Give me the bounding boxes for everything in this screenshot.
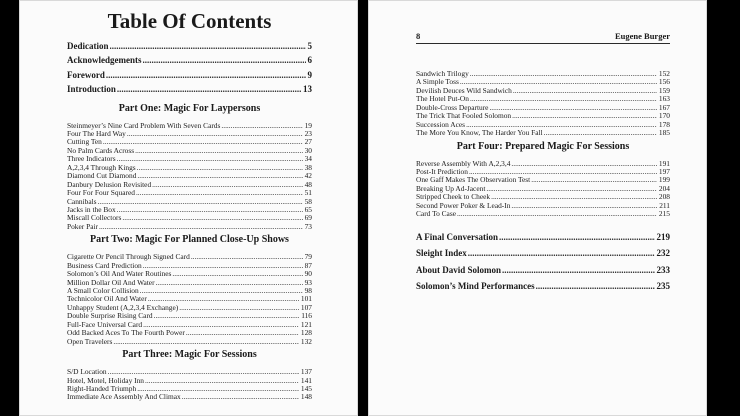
dot-leader xyxy=(127,130,303,137)
part-entries-list xyxy=(67,253,312,346)
toc-entry-label: The Hotel Put-On xyxy=(416,94,469,104)
toc-entry-page: 132 xyxy=(300,336,312,346)
toc-entry-label: Jacks in the Box xyxy=(67,204,116,214)
toc-entry-page: 90 xyxy=(304,269,312,279)
toc-entry-page: 93 xyxy=(304,277,312,287)
toc-entry-page: 219 xyxy=(656,231,670,242)
background-left-band xyxy=(0,0,19,416)
front-matter-list xyxy=(67,42,312,100)
dot-leader xyxy=(536,282,655,291)
dot-leader xyxy=(513,87,657,94)
toc-entry-label: Immediate Ace Assembly And Climax xyxy=(67,392,181,402)
toc-entry-page: 69 xyxy=(304,213,312,223)
toc-entry-page: 170 xyxy=(658,111,670,121)
dot-leader xyxy=(182,393,299,400)
toc-entry-page: 178 xyxy=(658,119,670,129)
toc-entry-page: 199 xyxy=(658,175,670,185)
toc-entry-page: 9 xyxy=(307,69,312,80)
dot-leader xyxy=(135,147,302,154)
toc-entry-label: Breaking Up Ad-Jacent xyxy=(416,183,486,193)
toc-entry-label: Million Dollar Oil And Water xyxy=(67,277,155,287)
toc-entry-label: Stripped Cheek to Cheek xyxy=(416,192,491,202)
page-gutter xyxy=(358,0,368,416)
toc-entry-label: Post-It Prediction xyxy=(416,166,468,176)
dot-leader xyxy=(137,172,302,179)
dot-leader xyxy=(221,122,302,129)
toc-entry-page: 141 xyxy=(300,375,312,385)
dot-leader xyxy=(544,129,657,136)
dot-leader xyxy=(186,329,299,336)
toc-entry xyxy=(416,282,670,299)
toc-entry-label: Solomon’s Mind Performances xyxy=(416,281,535,292)
toc-entry-label: A Final Conversation xyxy=(416,231,499,242)
dot-leader xyxy=(469,168,657,175)
toc-entry-label: About David Solomon xyxy=(416,264,502,275)
dot-leader xyxy=(511,160,657,167)
toc-entry-page: 121 xyxy=(300,319,312,329)
toc-entry-page: 34 xyxy=(304,154,312,164)
page-title: Table Of Contents xyxy=(107,9,272,33)
toc-entry-page: 65 xyxy=(304,204,312,214)
toc-entry-label: No Palm Cards Across xyxy=(67,145,135,155)
toc-entry-page: 38 xyxy=(304,162,312,172)
toc-entry xyxy=(67,189,312,197)
toc-entry-page: 191 xyxy=(658,158,670,168)
toc-entry-page: 137 xyxy=(300,367,312,377)
toc-entry-page: 197 xyxy=(658,166,670,176)
toc-entry-page: 185 xyxy=(658,128,670,138)
running-title: Eugene Burger xyxy=(614,31,670,41)
toc-entry xyxy=(416,249,670,266)
dot-leader xyxy=(491,193,657,200)
toc-entry-label: Hotel, Motel, Holiday Inn xyxy=(67,375,144,385)
toc-entry-page: 235 xyxy=(656,281,670,292)
toc-entry xyxy=(416,129,670,137)
dot-leader xyxy=(511,202,657,209)
running-header xyxy=(416,31,670,44)
toc-entry-page: 215 xyxy=(658,209,670,219)
toc-entry-label: Business Card Prediction xyxy=(67,260,142,270)
toc-entry-label: A Simple Toss xyxy=(416,77,459,87)
toc-entry-page: 211 xyxy=(659,200,670,210)
dot-leader xyxy=(531,176,657,183)
toc-entry-label: Full-Face Universal Card xyxy=(67,319,143,329)
toc-entry xyxy=(416,266,670,283)
dot-leader xyxy=(468,249,655,258)
toc-entry-page: 208 xyxy=(658,192,670,202)
toc-entry-label: Technicolor Oil And Water xyxy=(67,294,147,304)
toc-entry xyxy=(67,85,312,99)
toc-entry-page: 163 xyxy=(658,94,670,104)
toc-entry-label: Four The Hard Way xyxy=(67,129,126,138)
toc-entry-page: 13 xyxy=(303,84,312,95)
dot-leader xyxy=(486,185,657,192)
dot-leader xyxy=(460,78,657,85)
dot-leader xyxy=(172,270,302,277)
toc-entry-page: 204 xyxy=(658,183,670,193)
toc-entry-label: Four For Four Squared xyxy=(67,188,135,198)
toc-entry-page: 79 xyxy=(304,252,312,262)
toc-entry-label: Reverse Assembly With A,2,3,4 xyxy=(416,158,511,168)
toc-entry-page: 87 xyxy=(304,260,312,270)
toc-entry xyxy=(67,214,312,222)
part-entries-list xyxy=(67,122,312,232)
toc-entry-label: Devilish Deuces Wild Sandwich xyxy=(416,85,512,95)
toc-entry xyxy=(67,56,312,70)
toc-entry xyxy=(67,71,312,85)
dot-leader xyxy=(143,56,306,65)
dot-leader xyxy=(499,233,654,242)
toc-entry-label: Diamond Cut Diamond xyxy=(67,171,137,181)
toc-entry-page: 101 xyxy=(300,294,312,304)
dot-leader xyxy=(98,198,303,205)
dot-leader xyxy=(470,95,657,102)
dot-leader xyxy=(99,223,303,230)
right-sections xyxy=(416,141,670,219)
toc-entry xyxy=(67,223,312,231)
toc-entry-page: 156 xyxy=(658,77,670,87)
dot-leader xyxy=(103,138,303,145)
toc-entry-page: 58 xyxy=(304,196,312,206)
toc-entry xyxy=(67,42,312,56)
dot-leader xyxy=(140,287,303,294)
toc-entry-label: Cannibals xyxy=(67,196,97,206)
dot-leader xyxy=(137,385,299,392)
toc-right-page xyxy=(368,0,707,416)
toc-entry-page: 23 xyxy=(304,129,312,138)
toc-entry-label: Double Surprise Rising Card xyxy=(67,311,153,321)
folio-page-number: 8 xyxy=(416,31,421,41)
toc-entry-label: Cigarette Or Pencil Through Signed Card xyxy=(67,252,190,262)
toc-entry-page: 48 xyxy=(304,179,312,189)
dot-leader xyxy=(156,279,303,286)
dot-leader xyxy=(110,42,306,51)
toc-entry-label: Poker Pair xyxy=(67,221,98,231)
toc-entry-label: A Small Color Collision xyxy=(67,286,139,295)
toc-entry-page: 27 xyxy=(304,137,312,147)
toc-entry-label: Cutting Ten xyxy=(67,137,102,147)
toc-entry-label: Miscall Collectors xyxy=(67,213,122,223)
toc-entry-label: Card To Case xyxy=(416,209,456,219)
dot-leader xyxy=(136,189,303,196)
dot-leader xyxy=(108,368,299,375)
toc-entry-page: 51 xyxy=(304,188,312,198)
dot-leader xyxy=(154,312,300,319)
dot-leader xyxy=(143,262,303,269)
toc-entry-page: 73 xyxy=(304,221,312,231)
toc-entry-label: Introduction xyxy=(67,84,116,95)
toc-entry-label: Solomon’s Oil And Water Routines xyxy=(67,269,172,279)
dot-leader xyxy=(152,181,302,188)
toc-entry-label: S/D Location xyxy=(67,367,107,377)
toc-entry-page: 98 xyxy=(304,286,312,295)
toc-entry-page: 19 xyxy=(304,120,312,130)
dot-leader xyxy=(489,104,656,111)
toc-entry-label: Acknowledgements xyxy=(67,55,142,66)
dot-leader xyxy=(457,210,657,217)
part-heading: Part Three: Magic For Sessions xyxy=(122,349,257,361)
toc-entry-label: Sandwich Trilogy xyxy=(416,69,469,78)
toc-entry-page: 5 xyxy=(307,41,312,51)
dot-leader xyxy=(106,71,306,80)
toc-entry-label: Sleight Index xyxy=(416,248,467,259)
toc-entry xyxy=(67,393,312,401)
toc-entry xyxy=(67,338,312,346)
toc-entry-page: 116 xyxy=(301,311,312,321)
toc-entry-page: 30 xyxy=(304,145,312,155)
toc-entry-page: 42 xyxy=(304,171,312,181)
left-sections xyxy=(67,103,312,402)
dot-leader xyxy=(113,338,299,345)
toc-entry-label: Danbury Delusion Revisited xyxy=(67,179,152,189)
dot-leader xyxy=(117,155,303,162)
toc-entry-label: Right-Handed Triumph xyxy=(67,383,137,393)
toc-entry-label: Succession Aces xyxy=(416,119,466,129)
toc-entry-label: One Gaff Makes The Observation Test xyxy=(416,175,531,185)
toc-entry-page: 107 xyxy=(300,302,312,312)
toc-entry-page: 152 xyxy=(658,69,670,78)
part-heading: Part One: Magic For Laypersons xyxy=(118,102,261,114)
toc-entry-page: 6 xyxy=(307,55,312,66)
toc-entry-page: 233 xyxy=(656,264,670,275)
dot-leader xyxy=(179,304,299,311)
toc-entry xyxy=(67,130,312,138)
dot-leader xyxy=(143,321,299,328)
toc-entry-label: The More You Know, The Harder You Fall xyxy=(416,128,543,138)
part-entries-list xyxy=(416,160,670,219)
dot-leader xyxy=(148,295,299,302)
toc-entry-label: Double-Cross Departure xyxy=(416,102,489,112)
dot-leader xyxy=(122,214,302,221)
dot-leader xyxy=(117,85,301,94)
toc-entry xyxy=(416,233,670,250)
toc-entry-label: Foreword xyxy=(67,69,105,80)
toc-entry-label: Second Power Poker & Lead-In xyxy=(416,200,511,210)
toc-entry-page: 167 xyxy=(658,102,670,112)
continued-entries-list xyxy=(416,70,670,138)
toc-entry xyxy=(416,210,670,218)
dot-leader xyxy=(145,377,299,384)
dot-leader xyxy=(470,70,657,77)
toc-entry-label: Three Indicators xyxy=(67,154,116,164)
part-heading: Part Two: Magic For Planned Close-Up Shows xyxy=(90,234,289,246)
toc-entry-label: Dedication xyxy=(67,41,109,51)
part-entries-list xyxy=(67,368,312,402)
toc-entry-page: 159 xyxy=(658,85,670,95)
dot-leader xyxy=(137,164,303,171)
toc-left-page xyxy=(19,0,358,416)
dot-leader xyxy=(117,206,303,213)
dot-leader xyxy=(502,266,654,275)
back-matter-list xyxy=(416,233,670,299)
dot-leader xyxy=(512,112,657,119)
toc-entry-page: 232 xyxy=(656,248,670,259)
toc-entry-label: Unhappy Student (A,2,3,4 Exchange) xyxy=(67,302,179,312)
toc-entry-label: Steinmeyer’s Nine Card Problem With Seven Cards xyxy=(67,120,221,130)
toc-entry-label: The Trick That Fooled Solomon xyxy=(416,111,512,121)
toc-entry-page: 145 xyxy=(300,383,312,393)
toc-entry-label: A,2,3,4 Through Kings xyxy=(67,162,136,172)
part-heading: Part Four: Prepared Magic For Sessions xyxy=(456,140,630,152)
dot-leader xyxy=(191,253,303,260)
toc-entry-page: 128 xyxy=(300,328,312,338)
dot-leader xyxy=(466,121,657,128)
toc-entry-page: 148 xyxy=(300,392,312,402)
background-right-band xyxy=(707,0,740,416)
toc-entry-label: Open Travelers xyxy=(67,336,113,346)
toc-entry-label: Odd Backed Aces To The Fourth Power xyxy=(67,328,185,338)
